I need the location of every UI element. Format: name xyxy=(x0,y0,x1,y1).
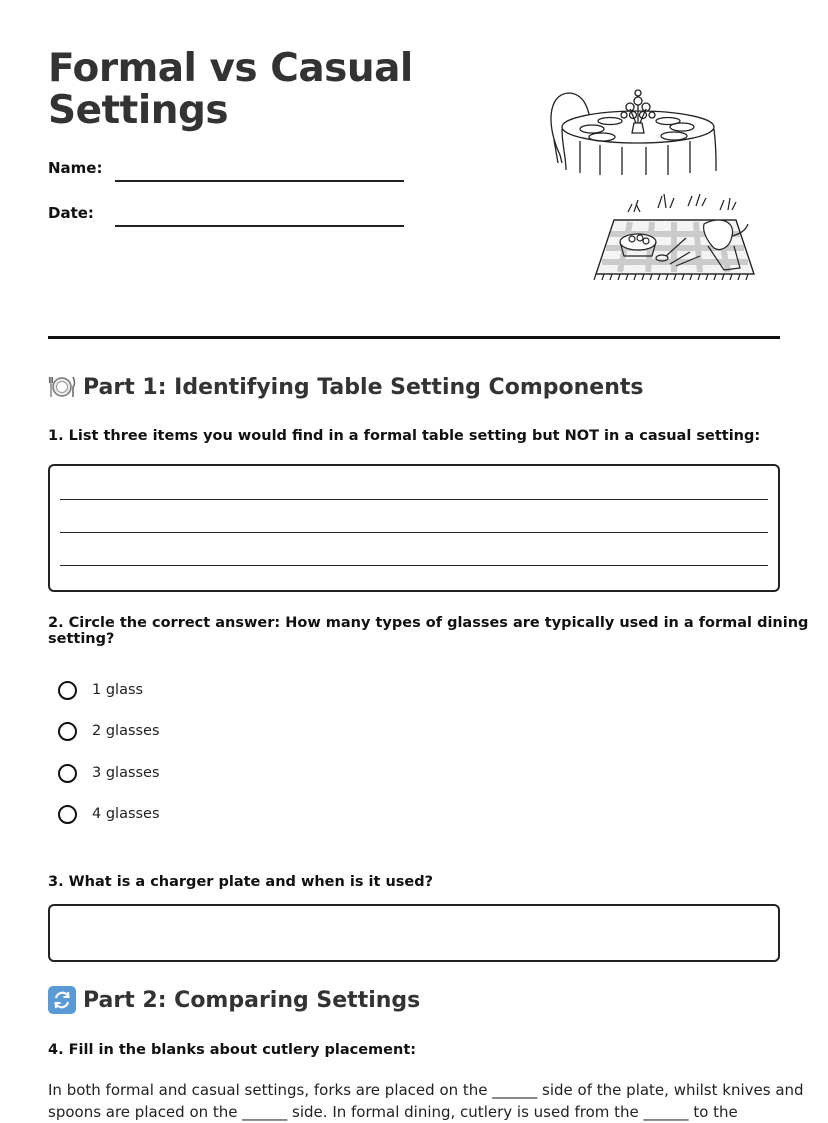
option-label: 2 glasses xyxy=(92,723,160,739)
option-1-glass[interactable] xyxy=(48,678,143,702)
name-field[interactable] xyxy=(115,180,404,182)
arrows-cycle-icon xyxy=(48,986,76,1014)
fill-in-line-1: In both formal and casual settings, forks are placed on the ______ side of the plate, whilst knives and xyxy=(48,1081,804,1099)
answer-line-2[interactable] xyxy=(60,532,768,533)
part1-heading xyxy=(48,373,643,401)
radio-circle[interactable] xyxy=(58,764,77,783)
option-2-glasses[interactable] xyxy=(48,719,160,743)
question-4: 4. Fill in the blanks about cutlery placement: xyxy=(48,1042,417,1058)
date-label: Date: xyxy=(48,204,94,222)
option-3-glasses[interactable] xyxy=(48,761,160,785)
formal-dining-table-icon xyxy=(540,85,730,180)
option-label: 3 glasses xyxy=(92,765,160,781)
part1-heading-text: Part 1: Identifying Table Setting Components xyxy=(83,374,644,400)
option-4-glasses[interactable] xyxy=(48,802,160,826)
picnic-blanket-icon xyxy=(590,190,762,282)
section-divider xyxy=(48,336,780,339)
option-label: 4 glasses xyxy=(92,806,160,822)
radio-circle[interactable] xyxy=(58,805,77,824)
radio-circle[interactable] xyxy=(58,722,77,741)
option-label: 1 glass xyxy=(92,682,144,698)
question-1: 1. List three items you would find in a formal table setting but NOT in a casual setting: xyxy=(48,428,761,444)
part2-heading-text: Part 2: Comparing Settings xyxy=(83,987,421,1013)
part2-heading xyxy=(48,986,420,1014)
answer-box-q1[interactable] xyxy=(48,464,780,592)
page-title: Formal vs Casual Settings xyxy=(48,46,413,133)
date-field[interactable] xyxy=(115,225,404,227)
plate-cutlery-icon xyxy=(48,373,76,401)
question-3: 3. What is a charger plate and when is it used? xyxy=(48,874,434,890)
answer-line-1[interactable] xyxy=(60,499,768,500)
name-label: Name: xyxy=(48,159,103,177)
answer-line-3[interactable] xyxy=(60,565,768,566)
answer-box-q3[interactable] xyxy=(48,904,780,962)
fill-in-line-2: spoons are placed on the ______ side. In formal dining, cutlery is used from the ______ to the xyxy=(48,1103,738,1121)
question-2: 2. Circle the correct answer: How many types of glasses are typically used in a formal dining setting? xyxy=(48,615,809,647)
radio-circle[interactable] xyxy=(58,681,77,700)
